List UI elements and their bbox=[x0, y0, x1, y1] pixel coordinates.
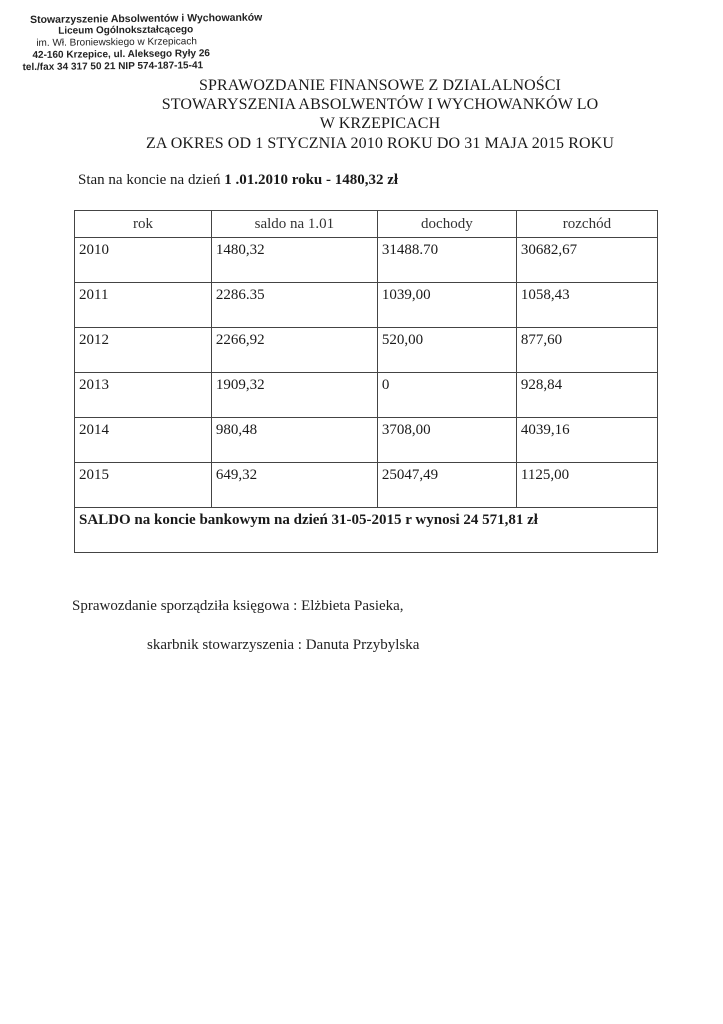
cell-income: 520,00 bbox=[377, 328, 516, 373]
cell-opening-balance: 1480,32 bbox=[211, 238, 377, 283]
stamp-line-3: im. Wł. Broniewskiego w Krzepicach bbox=[36, 36, 197, 49]
cell-expenses: 30682,67 bbox=[516, 238, 657, 283]
cell-expenses: 928,84 bbox=[516, 373, 657, 418]
table-header-row bbox=[75, 211, 658, 238]
cell-income: 1039,00 bbox=[377, 283, 516, 328]
cell-expenses: 1058,43 bbox=[516, 283, 657, 328]
title-line-3: W KRZEPICACH bbox=[319, 115, 441, 132]
cell-income: 3708,00 bbox=[377, 418, 516, 463]
cell-expenses: 1125,00 bbox=[516, 463, 657, 508]
table-row bbox=[75, 283, 658, 328]
title-line-1: SPRAWOZDANIE FINANSOWE Z DZIALALNOŚCI bbox=[199, 77, 561, 94]
cell-opening-balance: 1909,32 bbox=[211, 373, 377, 418]
cell-income: 0 bbox=[377, 373, 516, 418]
cell-opening-balance: 2286.35 bbox=[211, 283, 377, 328]
cell-year: 2011 bbox=[75, 283, 212, 328]
report-title bbox=[90, 76, 670, 153]
cell-year: 2010 bbox=[75, 238, 212, 283]
cell-year: 2014 bbox=[75, 418, 212, 463]
cell-income: 31488.70 bbox=[377, 238, 516, 283]
organization-stamp bbox=[22, 11, 263, 74]
stamp-line-1: Stowarzyszenie Absolwentów i Wychowanków bbox=[30, 11, 263, 26]
table-row bbox=[75, 373, 658, 418]
opening-balance bbox=[78, 172, 398, 189]
title-line-2: STOWARYSZENIA ABSOLWENTÓW I WYCHOWANKÓW LO bbox=[161, 96, 599, 113]
cell-expenses: 4039,16 bbox=[516, 418, 657, 463]
stamp-line-5: tel./fax 34 317 50 21 NIP 574-187-15-41 bbox=[22, 60, 204, 74]
cell-opening-balance: 649,32 bbox=[211, 463, 377, 508]
cell-opening-balance: 2266,92 bbox=[211, 328, 377, 373]
saldo-summary: SALDO na koncie bankowym na dzień 31-05-2015 r wynosi 24 571,81 zł bbox=[75, 508, 658, 553]
stamp-line-2: Liceum Ogólnokształcącego bbox=[58, 24, 194, 37]
prepared-by: Sprawozdanie sporządziła księgowa : Elżbieta Pasieka, bbox=[72, 598, 404, 614]
treasurer: skarbnik stowarzyszenia : Danuta Przybylska bbox=[147, 637, 420, 653]
saldo-row bbox=[75, 508, 658, 553]
cell-expenses: 877,60 bbox=[516, 328, 657, 373]
cell-opening-balance: 980,48 bbox=[211, 418, 377, 463]
stamp-line-4: 42-160 Krzepice, ul. Aleksego Ryły 26 bbox=[32, 48, 210, 61]
header-income: dochody bbox=[377, 211, 516, 238]
header-opening-balance: saldo na 1.01 bbox=[211, 211, 377, 238]
cell-income: 25047,49 bbox=[377, 463, 516, 508]
cell-year: 2012 bbox=[75, 328, 212, 373]
opening-balance-value: 1 .01.2010 roku - 1480,32 zł bbox=[224, 172, 399, 188]
title-line-4: ZA OKRES OD 1 STYCZNIA 2010 ROKU DO 31 MAJA 2015 ROKU bbox=[146, 135, 614, 152]
header-year: rok bbox=[75, 211, 212, 238]
financial-table bbox=[74, 210, 658, 553]
table-row bbox=[75, 328, 658, 373]
cell-year: 2015 bbox=[75, 463, 212, 508]
opening-balance-label: Stan na koncie na dzień bbox=[78, 172, 221, 188]
table-row bbox=[75, 418, 658, 463]
cell-year: 2013 bbox=[75, 373, 212, 418]
table-row bbox=[75, 238, 658, 283]
header-expenses: rozchód bbox=[516, 211, 657, 238]
table-row bbox=[75, 463, 658, 508]
